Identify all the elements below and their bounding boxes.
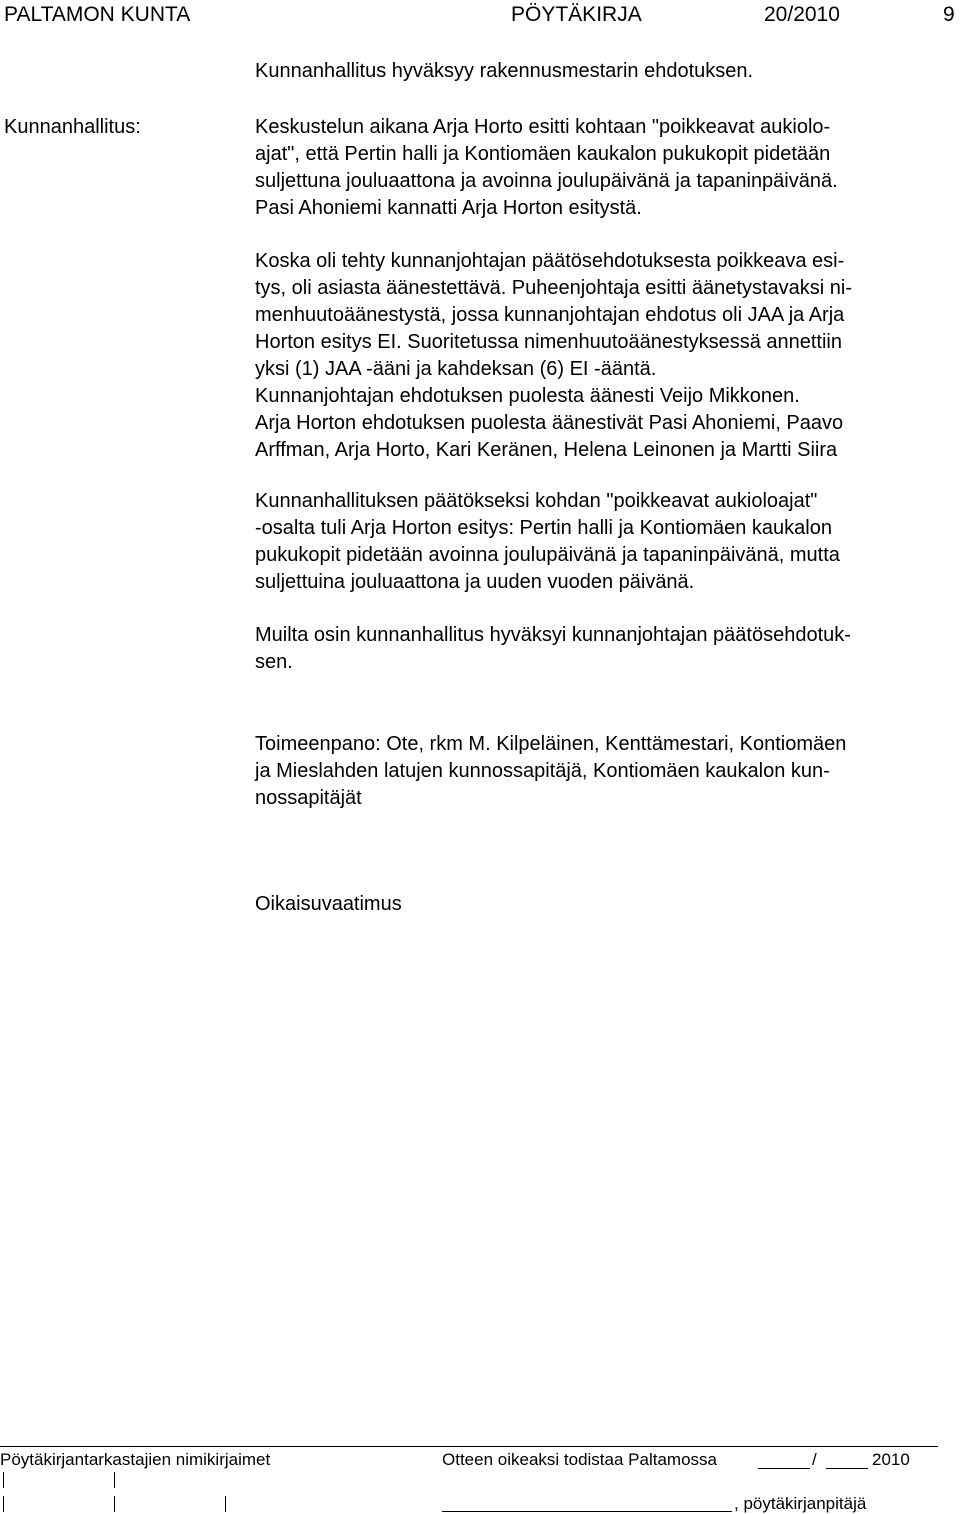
text-line: Koska oli tehty kunnanjohtajan päätösehdotuksesta poikkeava esi-: [255, 250, 845, 272]
paragraph-proposal: [255, 114, 955, 222]
date-separator: /: [812, 1450, 817, 1469]
month-blank: [826, 1468, 868, 1469]
text-line: Horton esitys EI. Suoritetussa nimenhuutoäänestyksessä annettiin: [255, 331, 842, 353]
text-line: yksi (1) JAA -ääni ja kahdeksan (6) EI -ääntä.: [255, 358, 657, 380]
text-line: suljettuna jouluaattona ja avoinna joulupäivänä ja tapaninpäivänä.: [255, 170, 838, 192]
initials-separator: [225, 1496, 226, 1512]
page-number: 9: [943, 3, 955, 26]
text-line: suljettuina jouluaattona ja uuden vuoden päivänä.: [255, 571, 695, 593]
text-line: -osalta tuli Arja Horton esitys: Pertin halli ja Kontiomäen kaukalon: [255, 517, 832, 539]
initials-separator: [114, 1496, 115, 1512]
section-label: Kunnanhallitus:: [4, 116, 141, 138]
paragraph-vote: [255, 248, 955, 464]
paragraph-decision: [255, 488, 955, 596]
text-line: sen.: [255, 651, 293, 673]
day-blank: [758, 1468, 810, 1469]
signature-line: [442, 1511, 732, 1512]
text-line: ajat", että Pertin halli ja Kontiomäen kaukalon pukukopit pidetään: [255, 143, 831, 165]
municipality-name: PALTAMON KUNTA: [4, 3, 191, 26]
footer-rule: [0, 1446, 938, 1447]
text-line: Pasi Ahoniemi kannatti Arja Horton esitystä.: [255, 197, 642, 219]
text-line: tys, oli asiasta äänestettävä. Puheenjohtaja esitti äänetystavaksi ni-: [255, 277, 853, 299]
initials-separator: [114, 1472, 115, 1488]
text-line: menhuutoäänestystä, jossa kunnanjohtajan ehdotus oli JAA ja Arja: [255, 304, 845, 326]
initials-separator: [3, 1472, 4, 1488]
intro-line: Kunnanhallitus hyväksyy rakennusmestarin ehdotuksen.: [255, 60, 754, 82]
text-line: Kunnanjohtajan ehdotuksen puolesta äänesti Veijo Mikkonen.: [255, 385, 800, 407]
signatures-label: Pöytäkirjantarkastajien nimikirjaimet: [0, 1450, 271, 1469]
year: 2010: [872, 1450, 910, 1469]
secretary-label: , pöytäkirjanpitäjä: [734, 1494, 867, 1513]
text-line: Kunnanhallituksen päätökseksi kohdan "poikkeavat aukioloajat": [255, 490, 818, 512]
text-line: Toimeenpano: Ote, rkm M. Kilpeläinen, Kenttämestari, Kontiomäen: [255, 733, 847, 755]
text-line: pukukopit pidetään avoinna joulupäivänä ja tapaninpäivänä, mutta: [255, 544, 840, 566]
paragraph-approval: [255, 622, 955, 676]
document-type: PÖYTÄKIRJA: [511, 3, 642, 26]
text-line: ja Mieslahden latujen kunnossapitäjä, Kontiomäen kaukalon kun-: [255, 760, 830, 782]
text-line: Arja Horton ehdotuksen puolesta äänestivät Pasi Ahoniemi, Paavo: [255, 412, 844, 434]
document-number: 20/2010: [764, 3, 840, 26]
paragraph-implementation: [255, 731, 955, 812]
text-line: Arffman, Arja Horto, Kari Keränen, Helena Leinonen ja Martti Siira: [255, 439, 838, 461]
initials-separator: [3, 1496, 4, 1512]
certify-text: Otteen oikeaksi todistaa Paltamossa: [442, 1450, 717, 1469]
text-line: Muilta osin kunnanhallitus hyväksyi kunnanjohtajan päätösehdotuk-: [255, 624, 851, 646]
text-line: nossapitäjät: [255, 787, 362, 809]
text-line: Keskustelun aikana Arja Horto esitti kohtaan "poikkeavat aukiolo-: [255, 116, 831, 138]
appeal-heading: Oikaisuvaatimus: [255, 893, 402, 915]
